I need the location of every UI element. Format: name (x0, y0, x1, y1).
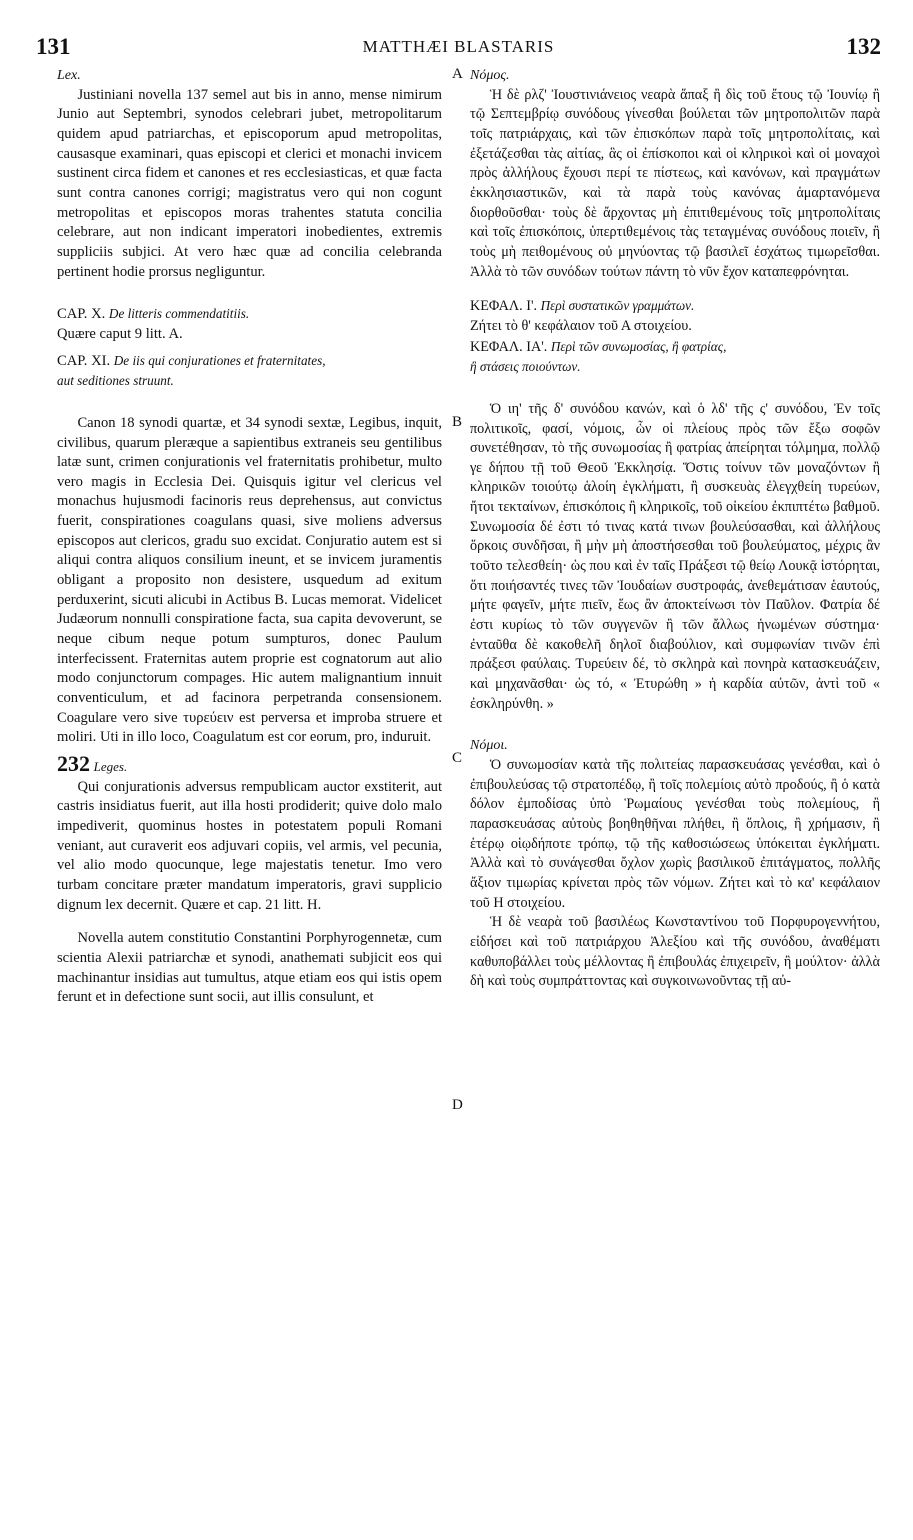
kef-10-reference: Ζήτει τὸ θ' κεφάλαιον τοῦ Α στοιχείου. (470, 317, 692, 334)
canon-paragraph-latin: Canon 18 synodi quartæ, et 34 synodi sextæ, Legibus, inquit, civilibus, quarum pleræque a sapientibus extraneis seu gentilibus latæ sunt, crimen conjurationis vel fraternitatis prohibetur, multo vero magis in Ecclesia Dei. Quisquis igitur vel clericus vel monachus hujusmodi facinoris reus deprehensus, aut convictus fuerit, conspirationes coagulans quasi, sive moliens adversus episcopos aut clericos, gradu suo excidat. Conjuratio autem est si aliqui contra aliquos consilium ineunt, et se invicem juramentis obligant a proposito non desistere, usquedum ad exitum perduxerint, sicuti alicubi in Actibus B. Lucas memorat. Videlicet Judæorum nonnulli conspiratione facta, sua capita devoverunt, se neque cibum neque potum sumpturos, donec Paulum interfecissent. Fraternitas autem proprie est cognatorum aut alio modo conjunctorum compages. Hic autem malignantium innuit conventiculum, et ad facinora perpetranda consensionem. Coagulare vero sive τυρεύειν est perversa et improba struere et moliri. Uti in illo loco, Coagulatum est cor eorum, pro, induruit. (57, 414, 442, 746)
margin-marker-b: B (452, 414, 463, 430)
page-number-left: 131 (36, 34, 71, 59)
kef-11-title-line-2: ἢ στάσεις ποιούντων. (470, 359, 581, 375)
cap-10-number: CAP. X. (57, 306, 106, 323)
nomos-paragraph: Ἡ δὲ ρλζ' Ἰουστινιάνειος νεαρὰ ἅπαξ ἢ δὶς τοῦ ἔτους τῷ Ἰουνίῳ ἢ τῷ Σεπτεμβρίῳ συνόδους γίνεσθαι βούλεται τῶν μητροπολιτῶν παρὰ τοῖς πατριάρχαις, καὶ τῶν ἐπισκόπων παρὰ τοῖς μητροπολίταις, καὶ ἐξετάζεσθαι τὰς αἰτίας, ἃς οἱ ἐπίσκοποι καὶ οἱ κληρικοὶ καὶ οἱ μοναχοὶ πρὸς ἀλλήλους ἔχουσι περί τε πίστεως, καὶ κανόνων, καὶ πραγμάτων ἐκκλησιαστικῶν, καὶ τὰ παρὰ τοὺς κανόνας ἁμαρτανόμενα διορθοῦσθαι· τοὺς δὲ ἄρχοντας μὴ ἐπιτιθεμένους τοῖς μητροπολίταις καὶ τοῖς ἐπισκόποις, ὑπερτιθεμένοις τὰς τεταγμένας συνόδους ποιεῖν, ἢ τοὺς μὴ πειθομένους οὐ μηνύοντας τῷ βασιλεῖ ἐσχάτως τιμωρεῖσθαι. Ἀλλὰ τὸ τῶν συνόδων τούτων πάντη τὸ νῦν ἔχον καταπεφρόνηται. (470, 86, 880, 280)
nomos-heading: Νόμος. (470, 68, 510, 83)
greek-column (470, 66, 880, 992)
cap-10-heading (57, 304, 442, 325)
margin-marker-a: A (452, 66, 463, 82)
kef-11-title-line-1: Περὶ τῶν συνωμοσίας, ἢ φατρίας, (550, 338, 727, 354)
leges-heading (57, 751, 442, 778)
page-header (36, 34, 881, 60)
margin-marker-c: C (452, 750, 463, 766)
kef-11-heading (470, 337, 880, 378)
canon-paragraph-greek: Ὁ ιη' τῆς δ' συνόδου κανών, καὶ ὁ λδ' τῆς ς' συνόδου, Ἐν τοῖς πολιτικοῖς, φασί, νόμοις, ὧν οἱ πλείους πρὸς τῶν ἔξω σοφῶν συνετέθησαν, τὸ τῆς συνωμοσίας ἢ φατρίας ἀπείρηται τόλμημα, πολλῷ γε δήπου τῇ τοῦ Θεοῦ Ἐκκλησίᾳ. Ὅστις τοίνυν τῶν μοναζόντων ἢ κληρικῶν τοιούτῳ ἁλοίη ἐγκλήματι, ἢ συσκευὰς ἐλεγχθείη τυρεύων, ἤτοι τεκταίνων, ἐπισκόποις ἢ κληρικοῖς, τοῦ οἰκείου ἐκπιπτέτω βαθμοῦ. Συνωμοσία δέ ἐστι τό τινας κατά τινων βουλεύσασθαι, καὶ ἀλλήλους ὅρκοις συνδῆσαι, ἢ μὴν μὴ ἀποστήσεσθαι τοῦ βουλεύματος, μέχρις ἂν τοῦτο τελεσθείη· ὡς που καὶ ἐν ταῖς Πράξεσι τῷ θείῳ Λουκᾷ ἱστόρηται, ὅτι ποιήσαντές τινες τῶν Ἰουδαίων συστροφάς, ἀνεθεμάτισαν ἑαυτούς, μήτε φαγεῖν, μήτε πιεῖν, ἕως ἂν ἀποκτείνωσι τὸν Παῦλον. Φατρία δέ ἐστι κυρίως τὸ τῶν συγγενῶν ἢ τῶν ἄλλως ἡνωμένων σύστημα· ἐνταῦθα δὲ κακοθελῆ δηλοῖ διαβούλιον, καὶ συμφωνίαν τινῶν ἐπὶ πράξεσι φαύλαις. Τυρεύειν δέ, τὸ σκληρὰ καὶ πονηρὰ κατασκευάζειν, καὶ μηχανᾶσθαι· ὡς τό, « Ἐτυρώθη » ἡ καρδία αὐτῶν, ἀντὶ τοῦ « ἐσκληρύνθη. » (470, 400, 880, 712)
kef-10-title: Περὶ συστατικῶν γραμμάτων. (540, 298, 695, 314)
novella-paragraph-latin: Novella autem constitutio Constantini Porphyrogennetæ, cum scientia Alexii patriarchæ et synodi, anathemati subjicit eos qui machinantur insidias aut tumultus, atque etiam eos qui istis opem ferunt et in defectione sunt socii, aut illis consulunt, et (57, 930, 442, 1006)
nomoi-paragraph: Ὁ συνωμοσίαν κατὰ τῆς πολιτείας παρασκευάσας γενέσθαι, καὶ ὁ ἐπιβουλεύσας τῷ στρατοπέδῳ, ἢ τοῖς πολεμίοις αὐτὸ προδούς, ἢ ὁ κατὰ δόλον ἐμποδίσας ὑπὸ Ῥωμαίους γενέσθαι τοὺς πολεμίους, ἢ παρασκευάσας αὐτοὺς βοηθηθῆναι πλήθει, ἢ ὅπλοις, ἢ χρήμασιν, ἢ ἑτέρῳ οἱῳδήποτε τρόπῳ, τῷ τῆς καθοσιώσεως ὑπόκειται ἐγκλήματι. Ἀλλὰ καὶ τὸ συνάγεσθαι ὄχλον χωρὶς βασιλικοῦ ἐπιτάγματος, πολλῆς ἄξιον τιμωρίας κρίνεται πρὸς τῶν νόμων. Ζήτει καὶ τὸ κα' κεφάλαιον τοῦ Η στοιχείου. (470, 757, 880, 911)
novella-paragraph-greek: Ἡ δὲ νεαρὰ τοῦ βασιλέως Κωνσταντίνου τοῦ Πορφυρογεννήτου, εἰδήσει καὶ τοῦ πατριάρχου Ἀλεξίου καὶ τῆς συνόδου, ἀναθέματι καθυποβάλλει τοὺς μέλλοντας ἢ ἐπιβουλάς ἐπιχειρεῖν, ἢ μούλτον· ἀλλὰ δὴ καὶ τοὺς συμπράττοντας καὶ συγκοινωνοῦντας τῇ αὐ- (470, 914, 880, 990)
leges-paragraph: Qui conjurationis adversus rempublicam auctor exstiterit, aut castris insidiatus fuerit, aut illa hosti prodiderit; quive dolo malo impediverit, quominus hostes in potestatem populi Romani veniant, aut curaverit eos adjuvari copiis, vel armis, vel pecunia, vel alio modo quocunque, lege majestatis tenetur. Imo vero turbam concitare præter mandatum imperatoris, gravi supplicio dignum lex decernit. Quære et cap. 21 litt. H. (57, 778, 442, 913)
lex-paragraph: Justiniani novella 137 semel aut bis in anno, mense nimirum Junio aut Septembri, synodos celebrari jubet, metropolitarum quidem apud patriarchas, et episcoporum apud metropolitas, causasque examinari, quas episcopi et clerici et monachi invicem sustinent circa fidem et canones et res ecclesiasticas, et quæ facta sunt contra canones corrigi; magistratus vero qui non cogunt metropolitas et episcopos moras trahentes statuta concilia celebrare, aut non indicant imperatori inobedientes, extremis suppliciis subjici. At vero hæc quæ ad concilia celebranda pertinent hodie prorsus negliguntur. (57, 86, 442, 280)
cap-11-title-line-1: De iis qui conjurationes et fraternitates, (113, 352, 326, 368)
cap-11-title-line-2: aut seditiones struunt. (57, 373, 174, 389)
kef-11-number: ΚΕΦΑΛ. ΙΑ'. (470, 338, 548, 355)
latin-column (57, 66, 442, 1008)
lex-heading: Lex. (57, 68, 81, 83)
page-number-right: 132 (846, 34, 881, 59)
cap-10-reference: Quære caput 9 litt. A. (57, 325, 183, 342)
leges-number: 232 (57, 751, 90, 776)
running-title: MATTHÆI BLASTARIS (362, 37, 555, 56)
nomoi-heading: Νόμοι. (470, 738, 508, 754)
cap-11-heading (57, 351, 442, 392)
kef-10-heading (470, 296, 880, 317)
kef-10-number: ΚΕΦΑΛ. Ι'. (470, 298, 538, 315)
leges-label: Leges. (93, 759, 128, 774)
margin-marker-d: D (452, 1097, 463, 1113)
cap-10-title: De litteris commendatitiis. (108, 306, 250, 322)
cap-11-number: CAP. XI. (57, 352, 111, 369)
